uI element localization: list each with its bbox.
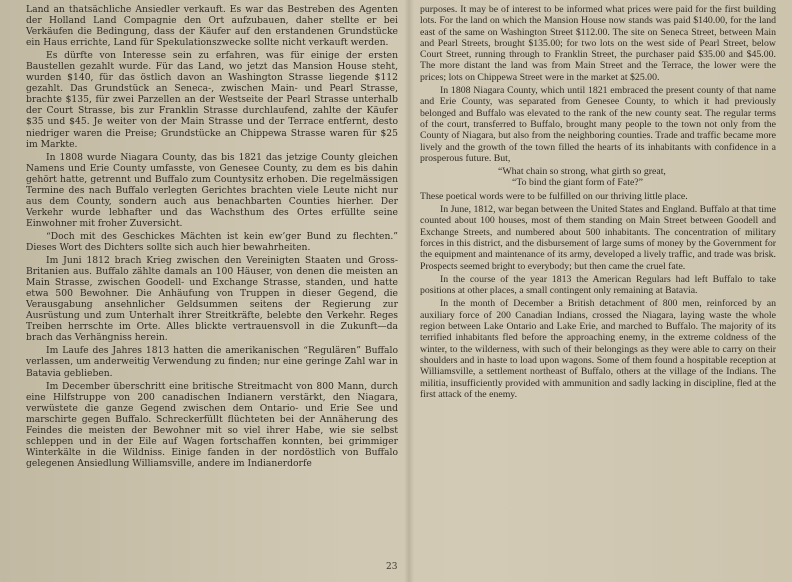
paragraph-de-2: Es dürfte von Interesse sein zu erfahren, was für einige der ersten Baustellen gezahlt wurde. Für das Land, wo jetzt das Mansion House steht, wurden $140, für das östlich davon an Washington Strasse liegende $112 gezahlt. Das Grundstück an Seneca-, zwischen Main- und Pearl Strasse, brachte $135, für zwei Parzellen an der Westseite der Pearl Strasse unterhalb der Court Strasse, bis zur Franklin Strasse durchlaufend, zahlte der Käufer $35 und $45. Je weiter von der Main Strasse und der Terrace entfernt, desto niedriger waren die Preise; Grundstücke an Chippewa Strasse waren für $25 im Markte. bbox=[26, 50, 398, 150]
paragraph-en-1: purposes. It may be of interest to be informed what prices were paid for the first building lots. For the land on which the Mansion House now stands was paid $140.00, for the land east of the same on Washington Street $112.00. The site on Seneca Street, between Main and Pearl Streets, brought $135.00; for two lots on the west side of Pearl Street, below Court Street, running through to Franklin Street, the purchaser paid $35.00 and $45.00. The more distant the land was from Main Street and the Terrace, the lower were the prices; lots on Chippewa Street were in the market at $25.00. bbox=[420, 4, 776, 83]
paragraph-de-7: Im December überschritt eine britische Streitmacht von 800 Mann, durch eine Hilfstruppe von 200 canadischen Indianern verstärkt, den Niagara, verwüstete die ganze Gegend zwischen dem Ontario- und Erie See und marschirte gegen Buffalo. Schreckerfüllt flüchteten bei der Annäherung des Feindes die meisten der Bewohner mit so viel ihrer Habe, wie sie selbst schleppen und in der Eile auf Wagen fortschaffen konnten, bei grimmiger Winterkälte in die Wildniss. Einige fanden in der nordöstlich von Buffalo gelegenen Ansiedlung Williamsville, andere im Indianerdorfe bbox=[26, 380, 398, 469]
page-gutter bbox=[404, 0, 414, 582]
paragraph-de-1: Land an thatsächliche Ansiedler verkauft. Es war das Bestreben des Agenten der Holland Land Compagnie den Ort aufzubauen, daher stellte er bei Verkäufen die Bedingung, dass der Käufer auf den erstandenen Grundstücke ein Haus errichte, Land für Spekulationszwecke sollte nicht verkauft werden. bbox=[26, 4, 398, 49]
paragraph-de-4: “Doch mit des Geschickes Mächten ist kein ew’ger Bund zu flechten.” Dieses Wort des Dichters sollte sich auch hier bewahrheiten. bbox=[26, 230, 398, 253]
paragraph-en-4: In June, 1812, war began between the United States and England. Buffalo at that time counted about 100 houses, most of them standing on Main Street between Goodell and Exchange Streets, and numbered about 500 inhabitants. The concentration of military forces in this district, and the disbursement of large sums of money by the Government for the equipment and maintenance of its army, developed a lively traffic, and trade was brisk. Prospects seemed bright to everybody; but then came the cruel fate. bbox=[420, 204, 776, 272]
paragraph-de-3: In 1808 wurde Niagara County, das bis 1821 das jetzige County gleichen Namens und Erie County umfasste, von Genesee County, zu dem es bis dahin gehört hatte, getrennt und Buffalo zum Countysitz erhoben. Die regelmässigen Termine des nach Buffalo verlegten Gerichtes brachten viele Leute nicht nur aus dem County, sondern auch aus benachbarten Counties hierher. Der Verkehr wurde lebhafter und das Wachsthum des Ortes erfüllte seine Einwohner mit froher Zuversicht. bbox=[26, 151, 398, 229]
german-column bbox=[26, 4, 398, 471]
english-column bbox=[420, 4, 776, 402]
verse-line-2: “To bind the giant form of Fate?” bbox=[512, 177, 643, 189]
paragraph-de-6: Im Laufe des Jahres 1813 hatten die amerikanischen “Regulären” Buffalo verlassen, um anderweitig Verwendung zu finden; nur eine geringe Zahl war in Batavia geblieben. bbox=[26, 345, 398, 379]
paragraph-en-6: In the month of December a British detachment of 800 men, reinforced by an auxiliary force of 200 Canadian Indians, crossed the Niagara, laying waste the whole region between Lake Ontario and Lake Erie, and marched to Buffalo. The majority of its terrified inhabitants fled before the approaching enemy, in the extreme coldness of the winter, to the wilderness, with such of their belongings as they were able to carry on their shoulders and in haste to load upon wagons. Some of them found a hospitable reception at Williamsville, a settlement northeast of Buffalo, others at the village of the Indians. The militia, insufficiently provided with ammunition and sadly lacking in discipline, fled at the first attack of the enemy. bbox=[420, 298, 776, 400]
paragraph-en-5: In the course of the year 1813 the American Regulars had left Buffalo to take positions at other places, a small contingent only remaining at Batavia. bbox=[420, 273, 776, 297]
verse-line-1: “What chain so strong, what girth so great, bbox=[498, 166, 666, 178]
paragraph-de-5: Im Juni 1812 brach Krieg zwischen den Vereinigten Staaten und Gross-Britanien aus. Buffalo zählte damals an 100 Häuser, von denen die meisten an Main Strasse, zwischen Goodell- und Exchange Strasse, standen, und hatte etwa 500 Bewohner. Die Anhäufung von Truppen in dieser Gegend, die Verausgabung ansehnlicher Geldsummen seitens der Regierung zur Ausrüstung und zum Unterhalt ihrer Streitkräfte, belebte den Verkehr. Reges Treiben herrschte im Orte. Alles blickte vertrauensvoll in die Zukunft—da brach das Verhängniss herein. bbox=[26, 255, 398, 344]
page-number: 23 bbox=[386, 562, 398, 572]
paragraph-en-2: In 1808 Niagara County, which until 1821 embraced the present county of that name and Erie County, was separated from Genesee County, to which it had previously belonged and Buffalo was elevated to the rank of the new county seat. The regular terms of the court, transferred to Buffalo, brought many people to the town not only from the County of Niagara, but also from the neighboring counties. Trade and traffic became more lively and the growth of the town filled the hearts of its inhabitants with confidence in a prosperous future. But, bbox=[420, 85, 776, 164]
paragraph-en-3: These poetical words were to be fulfilled on our thriving little place. bbox=[420, 190, 688, 202]
